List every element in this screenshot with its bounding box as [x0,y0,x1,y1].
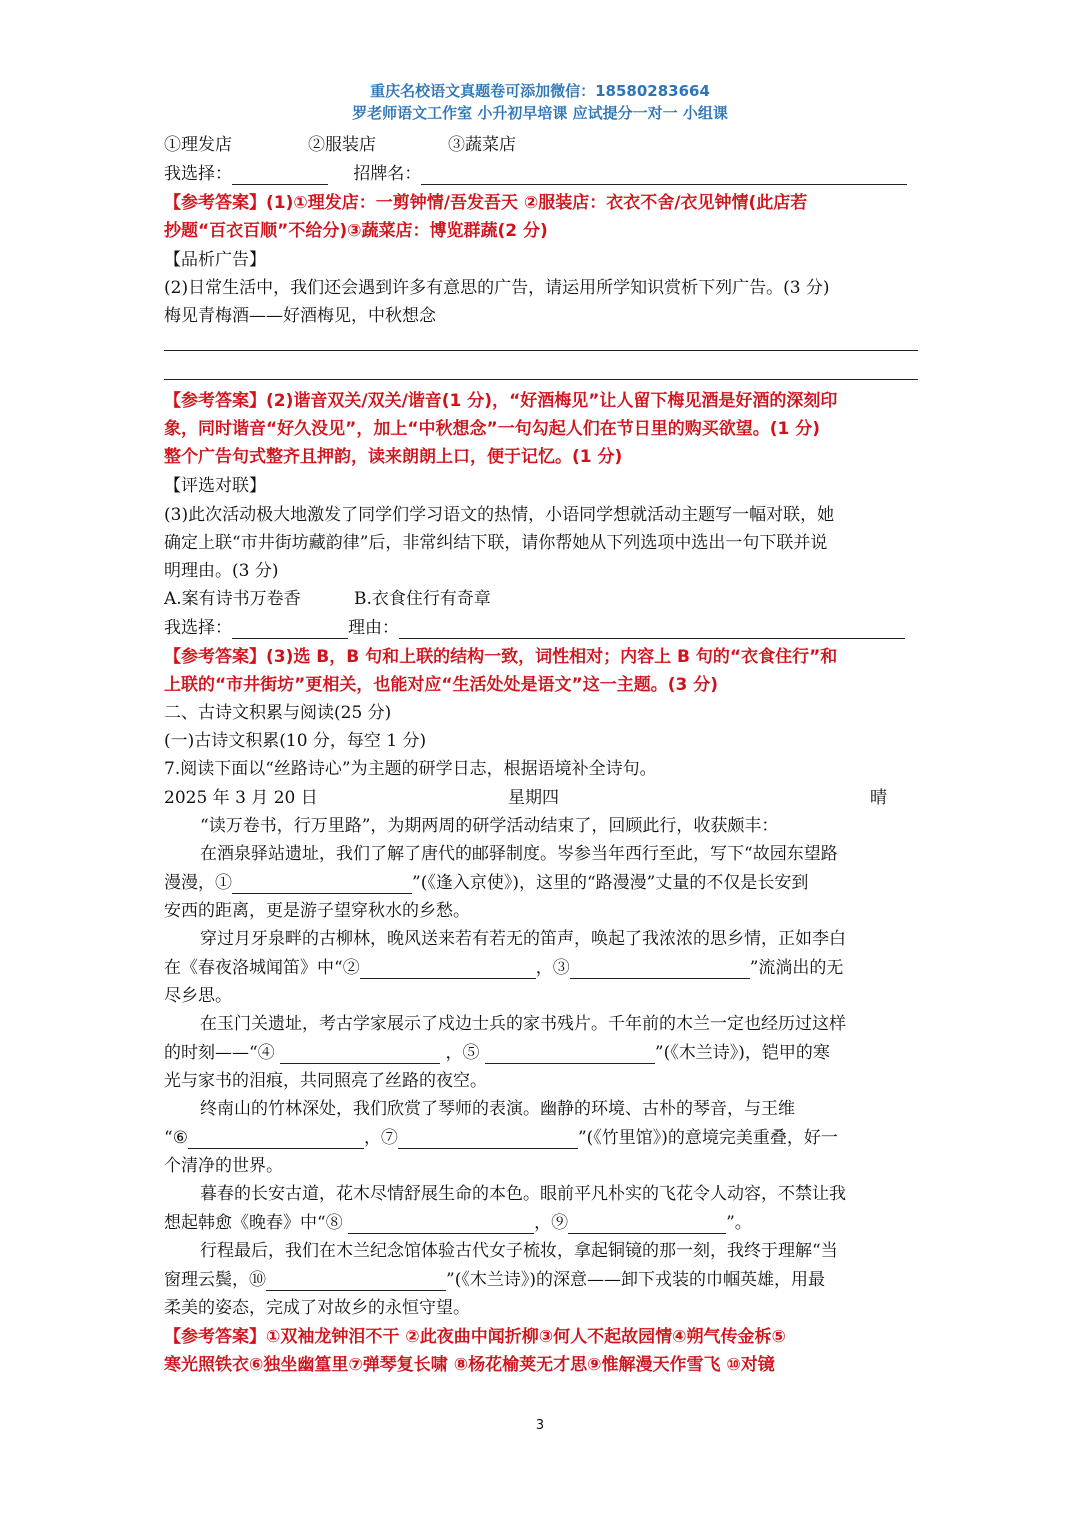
diary-p5-l1: 终南山的竹林深处，我们欣赏了琴师的表演。幽静的环境、古朴的琴音，与王维 [200,1099,795,1119]
q1-sign-label: 招牌名： [353,164,422,184]
q3-options [164,588,918,610]
blank-1[interactable] [232,875,412,894]
diary-p7-text-cont: ”(《木兰诗》)的深意——卸下戎装的巾帼英雄，用最 [446,1270,825,1290]
q3-question-l1: (3)此次活动极大地激发了同学们学习语文的热情，小语同学想就活动主题写一幅对联，她 [164,505,835,525]
diary-p2-text: 漫漫，① [164,873,232,893]
diary-p2-l3: 安西的距离，更是游子望穿秋水的乡愁。 [164,901,470,921]
page-number: 3 [535,1418,545,1433]
diary-p6-text-mid: ，⑨ [534,1213,569,1233]
diary-p6-l1: 暮春的长安古道，花木尽情舒展生命的本色。眼前平凡朴实的飞花令人动容，不禁让我 [200,1184,846,1204]
q2-reference-answer-cont: 象，同时谐音“好久没见”，加上“中秋想念”一句勾起人们在节日里的购买欲望。(1 分) [164,419,820,439]
diary-p7-l1: 行程最后，我们在木兰纪念馆体验古代女子梳妆，拿起铜镜的那一刻，我终于理解“当 [200,1241,838,1261]
diary-p4-l3: 光与家书的泪痕，共同照亮了丝路的夜空。 [164,1071,487,1091]
q3-choose-label: 我选择： [164,618,232,638]
diary-p4-l1: 在玉门关遗址，考古学家展示了戍边士兵的家书残片。千年前的木兰一定也经历过这样 [200,1014,846,1034]
q1-sign-blank[interactable] [421,166,907,185]
q3-section-title: 【评选对联】 [164,476,266,496]
blank-7[interactable] [398,1130,578,1149]
blank-9[interactable] [568,1215,726,1234]
blank-4[interactable] [280,1045,440,1064]
q1-reference-answer-cont: 抄题“百衣百顺”不给分)③蔬菜店：博览群蔬(2 分) [164,221,548,241]
q3-choose-blank[interactable] [232,620,348,639]
diary-p3-l1: 穿过月牙泉畔的古柳林，晚风送来若有若无的笛声，唤起了我浓浓的思乡情，正如李白 [200,929,846,949]
q7-reference-answer-cont: 寒光照铁衣⑥独坐幽篁里⑦弹琴复长啸 ⑧杨花榆荚无才思⑨惟解漫天作雪飞 ⑩对镜 [164,1355,775,1375]
diary-weekday: 星期四 [508,788,559,808]
q1-choose-label: 我选择： [164,164,232,184]
q7-reference-answer: 【参考答案】①双袖龙钟泪不干 ②此夜曲中闻折柳③何人不起故园情④朔气传金柝⑤ [164,1327,786,1347]
q2-answer-line-1[interactable] [164,350,918,351]
header-contact-line: 重庆名校语文真题卷可添加微信：18580283664 [370,82,710,100]
shop-option-vegetable: ③蔬菜店 [448,135,516,155]
q3-reason-blank[interactable] [399,620,905,639]
diary-p5-l3: 个清净的世界。 [164,1156,283,1176]
q2-section-title: 【品析广告】 [164,250,266,270]
diary-p4-text: 的时刻——“④ [164,1043,281,1063]
q3-reference-answer-cont: 上联的“市井街坊”更相关，也能对应“生活处处是语文”这一主题。(3 分) [164,675,718,695]
q2-question: (2)日常生活中，我们还会遇到许多有意思的广告，请运用所学知识赏析下列广告。(3 分) [164,278,830,298]
q3-reason-label: 理由： [348,618,399,638]
q2-reference-answer-cont2: 整个广告句式整齐且押韵，读来朗朗上口，便于记忆。(1 分) [164,447,623,467]
diary-p5-l2 [164,1127,918,1149]
diary-p3-l3: 尽乡思。 [164,986,232,1006]
diary-p3-text: 在《春夜洛城闻笛》中“② [164,958,360,978]
diary-p6-text-end: ”。 [726,1213,752,1233]
shop-option-barber: ①理发店 [164,135,232,155]
diary-p4-l2 [164,1042,918,1064]
q3-question-l2: 确定上联“市井街坊藏韵律”后，非常纠结下联，请你帮她从下列选项中选出一句下联并说 [164,533,828,553]
blank-6[interactable] [188,1130,364,1149]
blank-3[interactable] [570,960,750,979]
diary-p5-text: “⑥ [164,1128,188,1148]
q7-prompt: 7.阅读下面以“丝路诗心”为主题的研学日志，根据语境补全诗句。 [164,759,657,779]
diary-p3-text-end: ”流淌出的无 [749,958,844,978]
shop-options [164,134,918,156]
diary-p5-text-end: ”(《竹里馆》)的意境完美重叠，好一 [577,1128,838,1148]
q3-question-l3: 明理由。(3 分) [164,561,279,581]
blank-10[interactable] [266,1272,446,1291]
blank-2[interactable] [360,960,536,979]
diary-p6-text: 想起韩愈《晚春》中“⑧ [164,1213,349,1233]
header-studio-line: 罗老师语文工作室 小升初早培课 应试提分一对一 小组课 [352,104,728,122]
blank-5[interactable] [485,1045,655,1064]
q1-reference-answer: 【参考答案】(1)①理发店：一剪钟情/吾发吾天 ②服装店：衣衣不舍/衣见钟情(此店若 [164,193,808,213]
q3-option-a: A.案有诗书万卷香 [164,589,301,609]
diary-p5-text-mid: ，⑦ [363,1128,398,1148]
diary-p2-text-cont: ”(《逢入京使》)，这里的“路漫漫”丈量的不仅是长安到 [412,873,809,893]
q2-reference-answer: 【参考答案】(2)谐音双关/双关/谐音(1 分)，“好酒梅见”让人留下梅见酒是好酒的深刻印 [164,391,838,411]
q1-choose-blank[interactable] [232,166,328,185]
diary-p2-l1: 在酒泉驿站遗址，我们了解了唐代的邮驿制度。岑参当年西行至此，写下“故园东望路 [200,844,838,864]
diary-p3-l2 [164,957,918,979]
part2-title: 二、古诗文积累与阅读(25 分) [164,703,392,723]
q3-reference-answer: 【参考答案】(3)选 B，B 句和上联的结构一致，词性相对；内容上 B 句的“衣食住行”和 [164,647,838,667]
diary-p7-l3: 柔美的姿态，完成了对故乡的永恒守望。 [164,1298,470,1318]
q3-answer-row [164,617,918,639]
diary-weather: 晴 [870,788,887,808]
diary-p1: “读万卷书，行万里路”，为期两周的研学活动结束了，回顾此行，收获颇丰： [200,816,779,836]
q3-option-b: B.衣食住行有奇章 [354,589,491,609]
q2-answer-line-2[interactable] [164,379,918,380]
diary-p4-text-mid: ，⑤ [440,1043,485,1063]
diary-date: 2025 年 3 月 20 日 [164,788,318,808]
diary-p2-l2 [164,872,918,894]
diary-p7-l2 [164,1269,918,1291]
q2-ad-text: 梅见青梅酒——好酒梅见，中秋想念 [164,306,436,326]
diary-p4-text-end: ”(《木兰诗》)，铠甲的寒 [654,1043,830,1063]
q1-answer-row [164,163,918,185]
diary-p6-l2 [164,1212,918,1234]
shop-option-clothing: ②服装店 [308,135,376,155]
diary-p7-text: 窗理云鬓，⑩ [164,1270,266,1290]
blank-8[interactable] [348,1215,534,1234]
part2-subtitle: (一)古诗文积累(10 分，每空 1 分) [164,731,427,751]
diary-p3-text-mid: ，③ [535,958,570,978]
